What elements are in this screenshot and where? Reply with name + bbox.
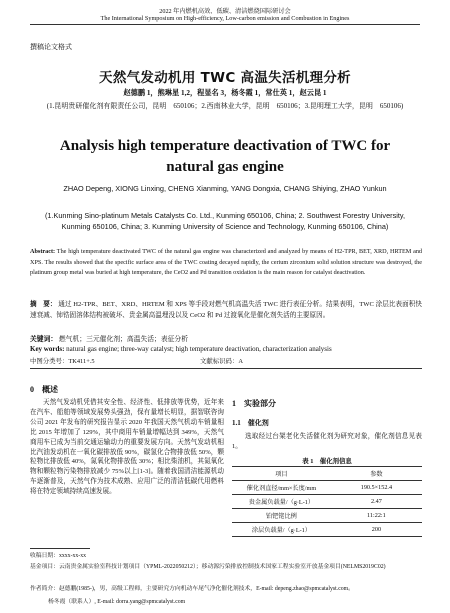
table-cell: 200 [331,523,422,537]
footnote-author: 作者简介：赵德鹏(1985-)，男，高级工程师，主要研究方向机动车尾气净化催化剂技术，E-mail: depeng.zhao@spmcatalyst.com。 [30,586,354,592]
table-header: 项目 [232,467,331,481]
english-keywords-label: Key words: [30,345,65,353]
english-abstract [30,247,422,279]
section-rule [30,368,422,369]
table-cell: 190.5×152.4 [331,481,422,495]
classification-row [30,356,422,365]
table-cell: 铂钯铑比例 [232,509,331,523]
running-header-cn: 2022 年内燃机高效、低碳、清洁燃烧国际研讨会 [159,8,291,15]
section-1-heading: 1 实验部分 [232,399,276,408]
table-row [232,495,422,509]
article-label: 撰稿论文格式 [30,43,72,51]
section-1-1-heading: 1.1 催化剂 [232,419,269,427]
table-row [232,509,422,523]
table-cell: 贵金属负载量/（g·L-1） [232,495,331,509]
chinese-abstract [30,299,422,321]
classification-number: 中图分类号：TK411+.5 [30,358,95,365]
english-title: Analysis high temperature deactivation of TWC for natural gas engine [59,138,391,175]
catalyst-info-table [232,466,422,537]
footnote-fund: 基金项目：云南贵金属实验室科技计划项目（YPML-2022050212）；移动源污染排放控制技术国家工程实验室开放基金项目(NELMS2019C02) [30,564,386,570]
footnote-corresponding: 杨冬霞（联系人）, E-mail: dorra.yang@spmcatalyst.com [48,599,186,605]
table-header-row [232,467,422,481]
chinese-keywords-label: 关键词： [30,336,58,343]
english-authors: ZHAO Depeng, XIONG Linxing, CHENG Xianming, YANG Dongxia, CHANG Shiying, ZHAO Yunkun [63,184,387,193]
section-0-heading: 0 概述 [30,385,58,394]
running-header-en: The International Symposium on High-efficiency, Low-carbon emission and Combustion in Engines [100,15,350,22]
chinese-abstract-label: 摘 要： [30,301,57,308]
table-cell: 2.47 [331,495,422,509]
english-abstract-text: The high temperature deactivated TWC of the natural gas engine was characterized and analyzed by means of H2-TPR, BET, XRD, HRTEM and XPS. The results showed that the specific surface area of the TWC coating decayed rapidly, the cerium zirconium solid solution structure was destroyed, the platinum group metal was buried at high temperature, the CeO2 and Pd transition oxidation is the main reason for catalyst deactivation. [30,248,423,276]
chinese-authors: 赵德鹏 1，熊琳星 1,2，程显名 3，杨冬霞 1，常仕英 1，赵云昆 1 [123,89,327,97]
english-affiliations: (1.Kunming Sino-platinum Metals Catalysts Co. Ltd., Kunming 650106, China; 2. Southwest Forestry University, Kunming 650106, China; 3. Kunming University of Science and Technology, Kunming 650106, China) [44,211,405,231]
chinese-keywords [30,333,422,343]
header-rule [30,24,420,25]
english-keywords [30,345,422,353]
table-row [232,523,422,537]
table-header: 参数 [331,467,422,481]
chinese-affiliations: (1.昆明贵研催化剂有限责任公司，昆明 650106；2.西南林业大学，昆明 650106；3.昆明理工大学，昆明 650106) [46,102,404,110]
table-cell: 11:22:1 [331,509,422,523]
english-keywords-text: natural gas engine; three-way catalyst; high temperature deactivation, characterization analysis [66,345,332,353]
english-abstract-label: Abstract: [30,248,56,255]
document-code: 文献标识码：A [200,358,243,365]
table-cell: 催化剂直径/mm×长度/mm [232,481,331,495]
chinese-abstract-text: 通过 H2-TPR、BET、XRD、HRTEM 和 XPS 等手段对燃气机高温失活 TWC 进行表征分析。结果表明，TWC 涂层比表面积快速衰减、铈锆固溶体结构被破坏、贵金属高温埋没以及 CeO2 和 Pd 过渡氧化是催化剂失活的主要原因。 [30,301,423,319]
table-row [232,481,422,495]
section-1-1-body: 选取经过台架老化失活催化剂为研究对象，催化剂信息见表 1。 [232,433,422,450]
chinese-title: 天然气发动机用 TWC 高温失活机理分析 [99,70,351,86]
chinese-keywords-text: 燃气机；三元催化剂；高温失活；表征分析 [58,336,189,343]
table-caption: 表 1 催化剂信息 [302,458,352,465]
footnote-rule [30,548,90,549]
table-cell: 涂层负载量/（g·L-1） [232,523,331,537]
section-0-body: 天然气发动机凭借其安全性、经济性、低排放等优势，近年来在汽车、船舶等领域发展势头强劲，保有量增长明显，据智联咨询公司 2021 年发布的研究报告显示 2020 年我国天然气机动车销量相比 2015 年增加了 129%，其中商用车销量增幅达到 349%，天然气商用车已成为当前交通运输动力的重要发展方向。天然气发动机相比汽油发动机在一氧化碳排放低 90%，碳氢化合物排放低 50%，颗粒物比排放低 40%，氮氧化物排放低 30%；相比柴油机，其氮氧化物和颗粒物污染物排放减少 75%以上[1-3]。随着我国清洁能源机动车逐渐普及，天然气作为技术成熟、应用广泛的清洁低碳代用燃料将在特定领域持续高速发展。 [30,399,224,496]
footnote-received: 收稿日期：xxxx-xx-xx [30,553,87,559]
